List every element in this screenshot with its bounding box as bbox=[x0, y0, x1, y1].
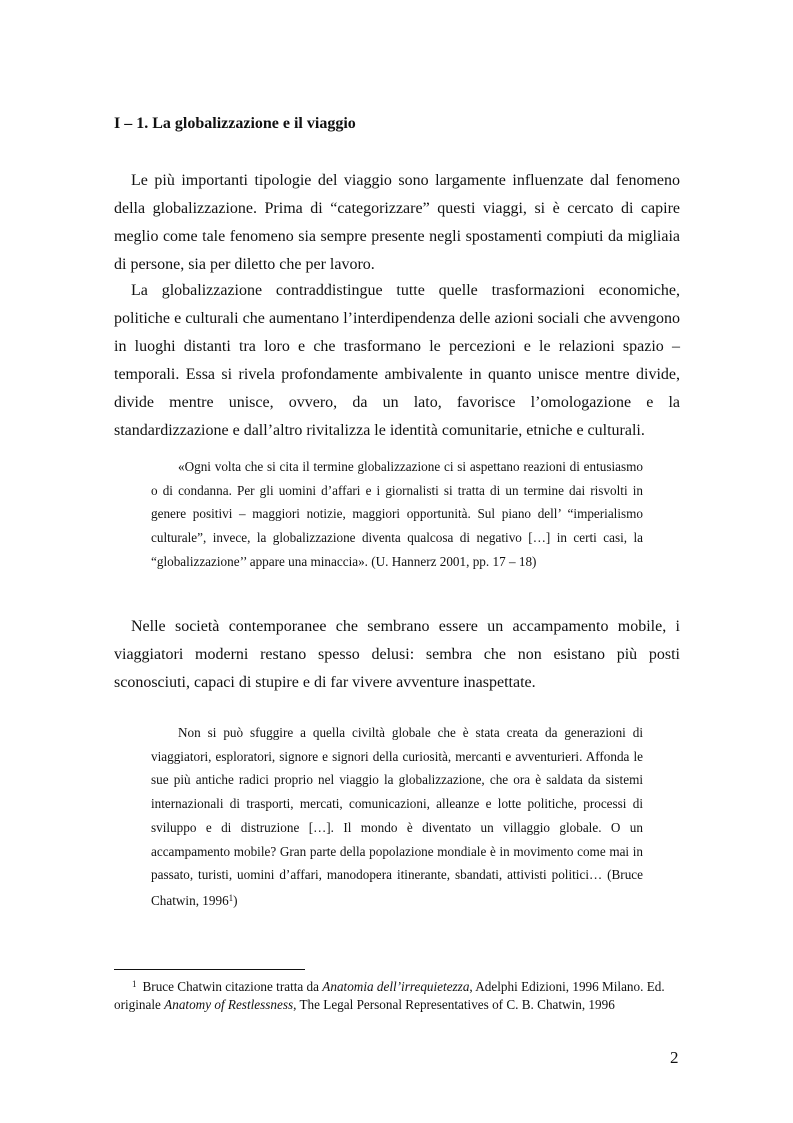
section-heading: I – 1. La globalizzazione e il viaggio bbox=[114, 115, 356, 132]
page-number: 2 bbox=[670, 1048, 679, 1067]
quote-citation-open: (Bruce Chatwin, 1996 bbox=[151, 867, 643, 908]
body-paragraph-2: La globalizzazione contraddistingue tutte quelle trasformazioni economiche, politiche e culturali che aumentano l’interdipendenza delle azioni sociali che avvengono in luoghi distanti tra loro e che trasformano le percezioni e le relazioni spazio – temporali. Essa si rivela profondamente ambivalente in quanto unisce mentre divide, divide mentre unisce, ovvero, da un lato, favorisce l’omologazione e la standardizzazione e dall’altro rivitalizza le identità comunitarie, etniche e culturali. bbox=[114, 282, 680, 439]
body-paragraph-1: Le più importanti tipologie del viaggio sono largamente influenzate dal fenomeno della globalizzazione. Prima di “categorizzare” questi viaggi, si è cercato di capire meglio come tale fenomeno sia sempre presente negli spostamenti compiuti da migliaia di persone, sia per diletto che per lavoro. bbox=[114, 172, 680, 273]
footnote-title-original: Anatomy of Restlessness bbox=[164, 996, 294, 1012]
footnote-reference[interactable]: 1 bbox=[228, 892, 234, 903]
footnote-title-italian: Anatomia dell’irrequietezza bbox=[322, 979, 470, 994]
quote-citation-close: ) bbox=[233, 892, 238, 908]
footnote bbox=[114, 976, 680, 1013]
footnote-text-part-2: , Adelphi Edizioni, 1996 Milano. Ed. originale bbox=[114, 979, 665, 1012]
footnote-number: 1 bbox=[132, 979, 137, 989]
footnote-separator bbox=[114, 969, 305, 970]
body-paragraph-3: Nelle società contemporanee che sembrano essere un accampamento mobile, i viaggiatori moderni restano spesso delusi: sembra che non esistano più posti sconosciuti, capaci di stupire e di far vivere avventure inaspettate. bbox=[114, 618, 680, 691]
block-quote-hannerz: «Ogni volta che si cita il termine globalizzazione ci si aspettano reazioni di entusiasmo o di condanna. Per gli uomini d’affari e i giornalisti si tratta di un termine dai risvolti in genere positivi – maggiori notizie, maggiori opportunità. Sul piano dell’ “imperialismo culturale”, invece, la globalizzazione diventa qualcosa di negativo […] in certi casi, la “globalizzazione’’ appare una minaccia». (U. Hannerz 2001, pp. 17 – 18) bbox=[151, 459, 643, 569]
footnote-text-part-3: , The Legal Personal Representatives of C. B. Chatwin, 1996 bbox=[293, 996, 615, 1012]
block-quote-chatwin bbox=[151, 721, 643, 913]
quote-chatwin-text: Non si può sfuggire a quella civiltà globale che è stata creata da generazioni di viaggiatori, esploratori, signore e signori della curiosità, mercanti e avventurieri. Affonda le sue più antiche radici proprio nel viaggio la globalizzazione, che ora è saldata da sistemi internazionali di trasporti, mercati, comunicazioni, alleanze e lotte politiche, processi di sviluppo e di distruzione […]. Il mondo è diventato un villaggio globale. O un accampamento mobile? Gran parte della popolazione mondiale è in movimento come mai in passato, turisti, uomini d’affari, manodopera itinerante, sbandati, attivisti politici… bbox=[151, 725, 643, 883]
footnote-text-part-1: Bruce Chatwin citazione tratta da bbox=[142, 979, 323, 994]
